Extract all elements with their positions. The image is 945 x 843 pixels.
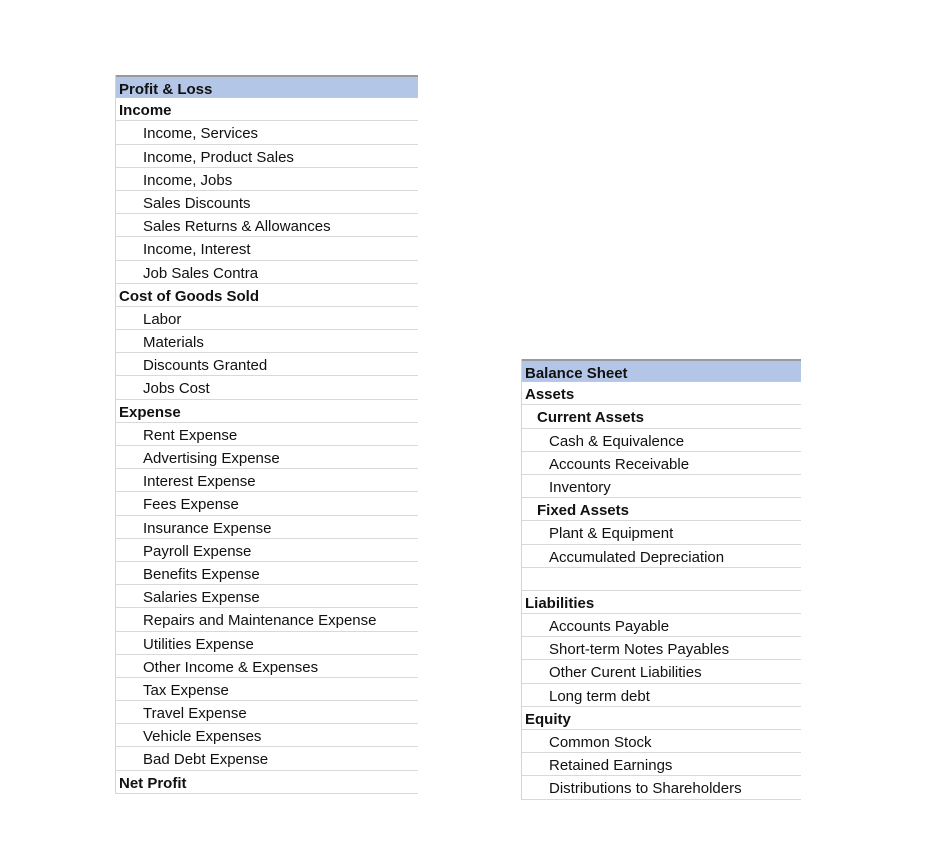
balance-sheet-item-row: Accounts Payable: [522, 614, 801, 637]
balance-sheet-item-row: Inventory: [522, 475, 801, 498]
profit-loss-section-row: Income: [116, 98, 418, 121]
balance-sheet-section-row: Liabilities: [522, 591, 801, 614]
balance-sheet-title: Balance Sheet: [522, 359, 801, 382]
profit-loss-item-row: Income, Services: [116, 121, 418, 144]
balance-sheet-subsection-row: Fixed Assets: [522, 498, 801, 521]
profit-loss-item-row: Materials: [116, 330, 418, 353]
profit-loss-item-row: Jobs Cost: [116, 376, 418, 399]
profit-loss-item-row: Insurance Expense: [116, 516, 418, 539]
profit-loss-item-row: Sales Discounts: [116, 191, 418, 214]
profit-loss-item-row: Sales Returns & Allowances: [116, 214, 418, 237]
balance-sheet-item-row: Accounts Receivable: [522, 452, 801, 475]
profit-loss-item-row: Fees Expense: [116, 492, 418, 515]
profit-loss-item-row: Discounts Granted: [116, 353, 418, 376]
profit-loss-item-row: Repairs and Maintenance Expense: [116, 608, 418, 631]
balance-sheet-item-row: Plant & Equipment: [522, 521, 801, 544]
balance-sheet-item-row: Distributions to Shareholders: [522, 776, 801, 799]
profit-loss-table: [115, 75, 418, 794]
profit-loss-item-row: Benefits Expense: [116, 562, 418, 585]
profit-loss-item-row: Utilities Expense: [116, 632, 418, 655]
profit-loss-item-row: Income, Interest: [116, 237, 418, 260]
balance-sheet-item-row: Common Stock: [522, 730, 801, 753]
balance-sheet-table: [521, 359, 801, 800]
profit-loss-item-row: Advertising Expense: [116, 446, 418, 469]
profit-loss-item-row: Income, Jobs: [116, 168, 418, 191]
profit-loss-item-row: Travel Expense: [116, 701, 418, 724]
profit-loss-item-row: Tax Expense: [116, 678, 418, 701]
profit-loss-section-row: Cost of Goods Sold: [116, 284, 418, 307]
balance-sheet-section-row: Equity: [522, 707, 801, 730]
balance-sheet-item-row: Long term debt: [522, 684, 801, 707]
balance-sheet-item-row: Retained Earnings: [522, 753, 801, 776]
profit-loss-item-row: Labor: [116, 307, 418, 330]
profit-loss-item-row: Salaries Expense: [116, 585, 418, 608]
profit-loss-item-row: Job Sales Contra: [116, 261, 418, 284]
balance-sheet-section-row: Assets: [522, 382, 801, 405]
balance-sheet-empty-row: [522, 568, 801, 591]
profit-loss-section-row: Net Profit: [116, 771, 418, 794]
balance-sheet-item-row: Short-term Notes Payables: [522, 637, 801, 660]
profit-loss-item-row: Other Income & Expenses: [116, 655, 418, 678]
profit-loss-item-row: Payroll Expense: [116, 539, 418, 562]
balance-sheet-subsection-row: Current Assets: [522, 405, 801, 428]
profit-loss-item-row: Vehicle Expenses: [116, 724, 418, 747]
balance-sheet-item-row: Accumulated Depreciation: [522, 545, 801, 568]
profit-loss-item-row: Interest Expense: [116, 469, 418, 492]
profit-loss-section-row: Expense: [116, 400, 418, 423]
balance-sheet-item-row: Other Curent Liabilities: [522, 660, 801, 683]
profit-loss-item-row: Bad Debt Expense: [116, 747, 418, 770]
balance-sheet-item-row: Cash & Equivalence: [522, 429, 801, 452]
profit-loss-item-row: Rent Expense: [116, 423, 418, 446]
profit-loss-title: Profit & Loss: [116, 75, 418, 98]
profit-loss-item-row: Income, Product Sales: [116, 145, 418, 168]
